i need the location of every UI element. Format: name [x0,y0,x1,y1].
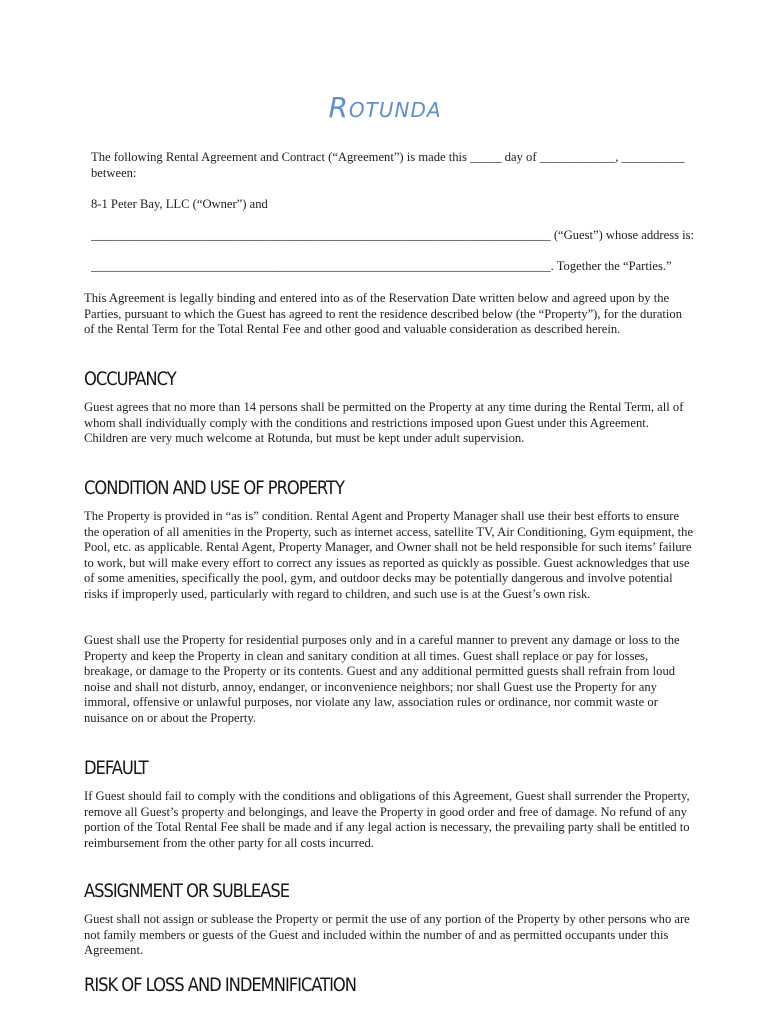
preamble-paragraph: This Agreement is legally binding and entered into as of the Reservation Date written below and agreed upon by the Parties, pursuant to which the Guest has agreed to rent the residence described below (the “Property”), for the duration of the Rental Term for the Total Rental Fee and other good and valuable consideration as described herein. [84,291,683,337]
guest-line: _________________________________________________________________________ (“Guest”) whose address is: [91,228,695,242]
assignment-heading: ASSIGNMENT OR SUBLEASE [84,880,290,902]
default-paragraph: If Guest should fail to comply with the conditions and obligations of this Agreement, Guest shall surrender the Property, remove all Guest’s property and belongings, and leave the Property in good order and free of damage. No refund of any portion of the Total Rental Fee shall be made and if any legal action is necessary, the prevailing party shall be entitled to reimbursement from the other party for all costs incurred. [84,789,690,850]
rotunda-logo: Rotunda [328,91,442,124]
intro-line: The following Rental Agreement and Contract (“Agreement”) is made this _____ day of ____________, __________ between: [91,150,685,180]
condition-heading: CONDITION AND USE OF PROPERTY [84,477,344,499]
risk-heading: RISK OF LOSS AND INDEMNIFICATION [84,974,356,996]
address-line: _________________________________________________________________________. Together the “Parties.” [91,259,672,273]
occupancy-heading: OCCUPANCY [84,368,176,390]
occupancy-paragraph: Guest agrees that no more than 14 persons shall be permitted on the Property at any time during the Rental Term, all of whom shall individually comply with the conditions and restrictions imposed upon Guest under this Agreement. Children are very much welcome at Rotunda, but must be kept under adult supervision. [84,400,684,446]
owner-line: 8-1 Peter Bay, LLC (“Owner”) and [91,197,268,211]
condition-paragraph-1: The Property is provided in “as is” condition. Rental Agent and Property Manager shall use their best efforts to ensure the operation of all amenities in the Property, such as internet access, satellite TV, Air Conditioning, Gym equipment, the Pool, etc. as applicable. Rental Agent, Property Manager, and Owner shall not be held responsible for such items’ failure to work, but will make every effort to correct any issues as reported as quickly as possible. Guest acknowledges that use of some amenities, specifically the pool, gym, and outdoor decks may be potentially dangerous and involve potential risks if improperly used, particularly with regard to children, and such use is at the Guest’s own risk. [84,509,694,601]
default-heading: DEFAULT [84,757,148,779]
condition-paragraph-2: Guest shall use the Property for residential purposes only and in a careful manner to prevent any damage or loss to the Property and keep the Property in clean and sanitary condition at all times. Guest shall replace or pay for losses, breakage, or damage to the Property or its contents. Guest and any additional permitted guests shall refrain from loud noise and shall not disturb, annoy, endanger, or inconvenience neighbors; nor shall Guest use the Property for any immoral, offensive or unlawful purposes, nor violate any law, association rules or ordinance, nor commit waste or nuisance on or about the Property. [84,633,680,725]
assignment-paragraph: Guest shall not assign or sublease the Property or permit the use of any portion of the Property by other persons who are not family members or guests of the Guest and included within the number of and as permitted occupants under this Agreement. [84,912,690,958]
